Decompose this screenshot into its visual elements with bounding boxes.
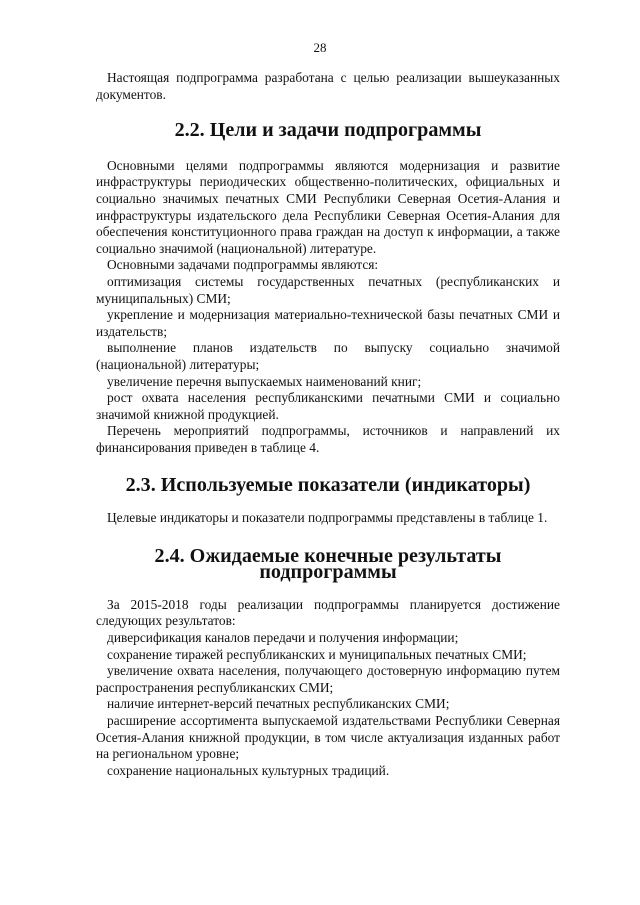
list-item: оптимизация системы государственных печатных (республиканских и муниципальных) СМИ; [96, 273, 560, 306]
section-heading-2-2: 2.2. Цели и задачи подпрограммы [174, 119, 482, 142]
list-item: увеличение перечня выпускаемых наименований книг; [107, 373, 422, 389]
document-body [96, 70, 560, 779]
section-2-3-body [96, 510, 560, 527]
intro-paragraph: Настоящая подпрограмма разработана с целью реализации вышеуказанных документов. [96, 70, 560, 102]
list-item: выполнение планов издательств по выпуску социально значимой (национальной) литературы; [96, 340, 560, 372]
paragraph: Перечень мероприятий подпрограммы, источников и направлений их финансирования приведен в таблице 4. [96, 423, 560, 455]
list-item: рост охвата населения республиканскими печатными СМИ и социально значимой книжной продукцией. [96, 390, 560, 422]
list-item: сохранение национальных культурных традиций. [107, 762, 390, 778]
paragraph: Основными целями подпрограммы являются модернизация и развитие инфраструктуры периодических общественно-политических, официальных и социально значимых печатных СМИ Республики Северная Осетия-Алания и инфраструктуры издательского дела Республики Северная Осетия-Алания для обеспечения конституционного права граждан на доступ к информации, а также социально значимой (национальной) литературе. [96, 157, 560, 256]
section-heading-2-4: 2.4. Ожидаемые конечные результаты подпрограммы [154, 544, 502, 584]
list-item: наличие интернет-версий печатных республиканских СМИ; [107, 696, 450, 712]
section-2-2-body [96, 158, 560, 457]
page-number: 28 [313, 40, 327, 55]
section-2-4-body [96, 597, 560, 780]
paragraph: Целевые индикаторы и показатели подпрограммы представлены в таблице 1. [107, 510, 548, 526]
section-heading-2-3: 2.3. Используемые показатели (индикаторы) [125, 474, 531, 497]
list-item: укрепление и модернизация материально-технической базы печатных СМИ и издательств; [96, 307, 560, 339]
list-item: сохранение тиражей республиканских и муниципальных печатных СМИ; [107, 646, 527, 662]
list-item: расширение ассортимента выпускаемой издательствами Республики Северная Осетия-Алания книжной продукции, в том числе актуализация изданных работ на региональном уровне; [96, 713, 560, 762]
list-item: диверсификация каналов передачи и получения информации; [107, 630, 459, 646]
paragraph: За 2015-2018 годы реализации подпрограммы планируется достижение следующих результатов: [96, 596, 560, 629]
paragraph: Основными задачами подпрограммы являются: [107, 257, 379, 273]
list-item: увеличение охвата населения, получающего достоверную информацию путем распространения республиканских СМИ; [96, 663, 560, 695]
